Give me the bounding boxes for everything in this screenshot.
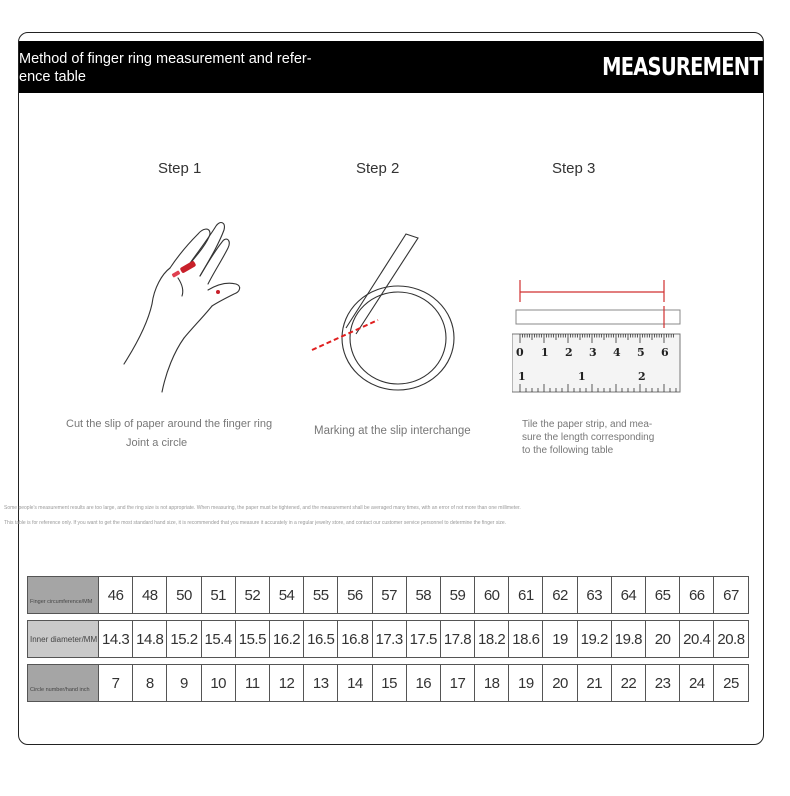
step1-caption-line2: Joint a circle	[126, 437, 188, 449]
header-title: MEASUREMENT	[602, 52, 762, 81]
table-cell: 7	[99, 664, 133, 702]
table-cell: 19.2	[578, 620, 612, 658]
step2-title: Step 2	[356, 160, 400, 177]
table-cell: 16.2	[270, 620, 304, 658]
table-cell: 16.8	[338, 620, 372, 658]
table-cell: 24	[680, 664, 714, 702]
table-cell: 62	[543, 576, 577, 614]
table-cell: 64	[612, 576, 646, 614]
step1-title: Step 1	[158, 160, 202, 177]
ruler-inch-num-2: 2	[638, 370, 646, 383]
header-subtitle	[19, 50, 379, 86]
table-cell: 20	[646, 620, 680, 658]
note-line2: This table is for reference only. If you want to get the most standard hand size, it is recommended that you measure it accurately in a regular jewelry store, and contact our customer service personnel to determine the finger size.	[4, 520, 507, 526]
table-cell: 54	[270, 576, 304, 614]
note-line1: Some people's measurement results are too large, and the ring size is not appropriate. When measuring, the paper must be tightened, and the measurement shall be averaged many times, with an error of not more than one millimeter.	[4, 505, 521, 511]
ruler-num-4: 4	[613, 346, 621, 359]
table-cell: 15.4	[202, 620, 236, 658]
ruler-num-6: 6	[661, 346, 669, 359]
table-cell: 50	[167, 576, 201, 614]
table-cell: 60	[475, 576, 509, 614]
ruler-inch-num-0: 1	[518, 370, 526, 383]
table-cell: 65	[646, 576, 680, 614]
table-cell: 15.2	[167, 620, 201, 658]
step1-caption	[66, 418, 272, 450]
table-cell: 52	[236, 576, 270, 614]
ruler-inch-num-1: 1	[578, 370, 586, 383]
header-subtitle-line2: ence table	[19, 69, 86, 85]
hand-illustration	[118, 212, 248, 397]
table-cell: 16.5	[304, 620, 338, 658]
table-cell: 59	[441, 576, 475, 614]
table-cell: 18.2	[475, 620, 509, 658]
table-row-label: Inner diameter/MM	[27, 620, 99, 658]
step2-caption: Marking at the slip interchange	[314, 425, 471, 437]
table-cell: 56	[338, 576, 372, 614]
table-cell: 13	[304, 664, 338, 702]
table-cell: 51	[202, 576, 236, 614]
table-cell: 17.5	[407, 620, 441, 658]
table-cell: 21	[578, 664, 612, 702]
table-cell: 15	[373, 664, 407, 702]
step3-title: Step 3	[552, 160, 596, 177]
table-cell: 9	[167, 664, 201, 702]
ruler-num-1: 1	[541, 346, 549, 359]
table-cell: 14.8	[133, 620, 167, 658]
ruler-num-3: 3	[589, 346, 597, 359]
ruler-num-0: 0	[516, 346, 524, 359]
table-cell: 66	[680, 576, 714, 614]
table-cell: 16	[407, 664, 441, 702]
step3-caption-line1: Tile the paper strip, and mea-	[522, 419, 653, 430]
table-row-circle-number	[27, 664, 755, 702]
table-cell: 55	[304, 576, 338, 614]
step3-caption	[522, 418, 654, 457]
table-cell: 12	[270, 664, 304, 702]
table-row-label: Finger circumference/MM	[27, 576, 99, 614]
table-cell: 17.8	[441, 620, 475, 658]
table-cell: 20.8	[714, 620, 748, 658]
table-cell: 48	[133, 576, 167, 614]
table-row-label: Circle number/hand inch	[27, 664, 99, 702]
table-cell: 8	[133, 664, 167, 702]
paper-loop-illustration	[306, 230, 466, 400]
table-cell: 17.3	[373, 620, 407, 658]
step3-caption-line3: to the following table	[522, 445, 614, 456]
table-cell: 18	[475, 664, 509, 702]
table-cell: 61	[509, 576, 543, 614]
table-cell: 11	[236, 664, 270, 702]
table-cell: 15.5	[236, 620, 270, 658]
mark-line	[312, 320, 378, 350]
table-cell: 20.4	[680, 620, 714, 658]
table-cell: 19	[509, 664, 543, 702]
table-cell: 23	[646, 664, 680, 702]
ruler-num-5: 5	[637, 346, 645, 359]
header-bar	[19, 41, 764, 93]
table-cell: 14	[338, 664, 372, 702]
header-subtitle-line1: Method of finger ring measurement and refer-	[19, 51, 312, 67]
table-cell: 58	[407, 576, 441, 614]
ruler-illustration	[512, 276, 684, 394]
table-cell: 19	[543, 620, 577, 658]
table-cell: 22	[612, 664, 646, 702]
table-cell: 19.8	[612, 620, 646, 658]
table-cell: 20	[543, 664, 577, 702]
table-cell: 46	[99, 576, 133, 614]
table-row-inner-diameter	[27, 620, 755, 658]
table-row-circumference	[27, 576, 755, 614]
table-cell: 14.3	[99, 620, 133, 658]
table-cell: 17	[441, 664, 475, 702]
table-cell: 67	[714, 576, 748, 614]
ruler-num-2: 2	[565, 346, 573, 359]
table-cell: 25	[714, 664, 748, 702]
step1-caption-line1: Cut the slip of paper around the finger ring	[66, 418, 273, 430]
table-cell: 57	[373, 576, 407, 614]
table-cell: 63	[578, 576, 612, 614]
table-cell: 18.6	[509, 620, 543, 658]
table-cell: 10	[202, 664, 236, 702]
step3-caption-line2: sure the length corresponding	[522, 432, 655, 443]
